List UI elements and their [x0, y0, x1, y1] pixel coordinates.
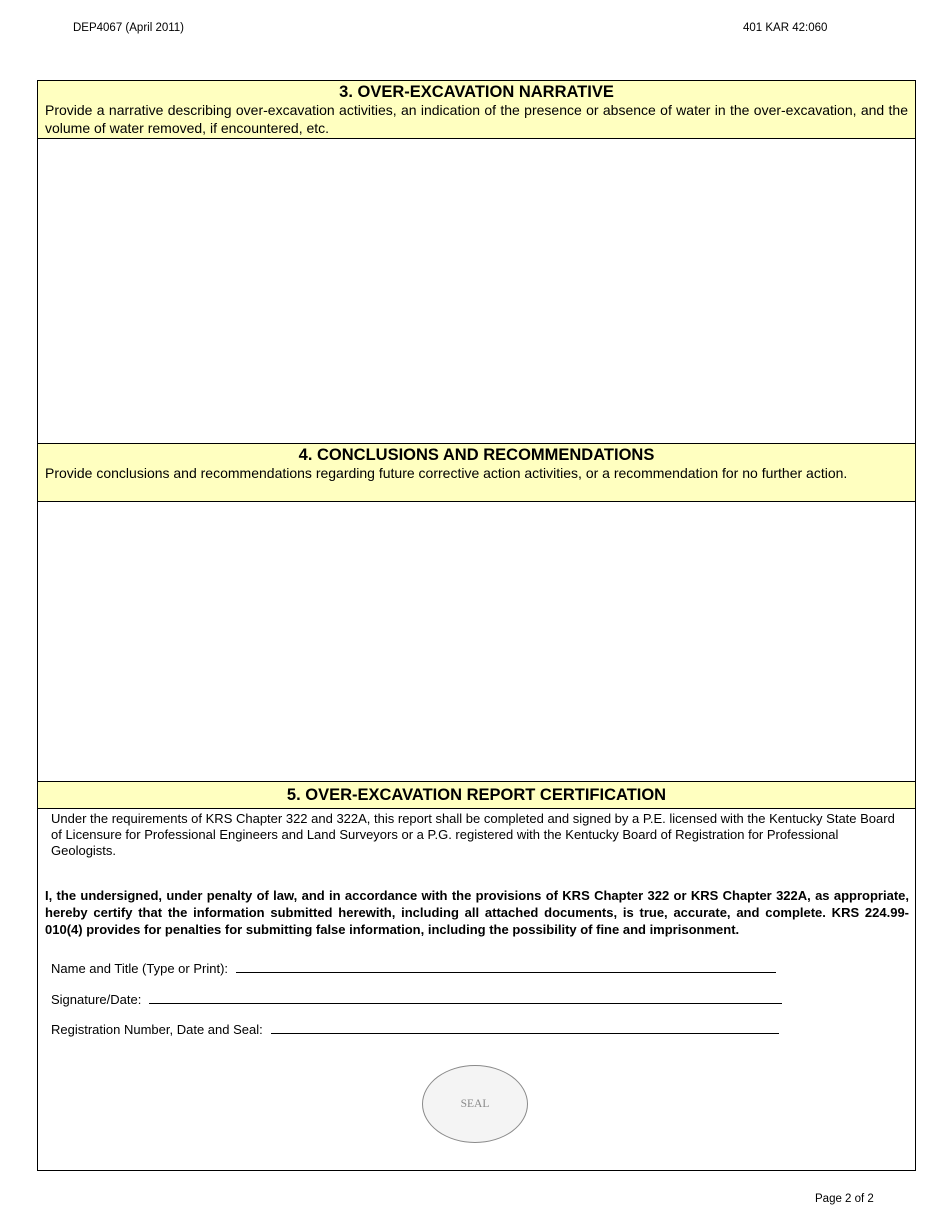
name-title-field [51, 961, 776, 977]
regulation-reference: 401 KAR 42:060 [743, 22, 828, 34]
section-3-description: Provide a narrative describing over-excavation activities, an indication of the presence or absence of water in the over-excavation, and the volume of water removed, if encountered, etc. [45, 102, 908, 136]
section-5-header [38, 781, 915, 809]
signature-date-field [51, 992, 782, 1008]
name-title-label: Name and Title (Type or Print): [51, 961, 229, 976]
section-4-description: Provide conclusions and recommendations regarding future corrective action activities, or a recommendation for no further action. [45, 465, 848, 481]
certification-area [38, 809, 915, 1172]
certification-statement: I, the undersigned, under penalty of law, and in accordance with the provisions of KRS Chapter 322 or KRS Chapter 322A, as appropriate, hereby certify that the information submitted herewith, including all attached documents, is true, accurate, and complete. KRS 224.99-010(4) provides for penalties for submitting false information, including the possibility of fine and imprisonment. [45, 888, 909, 937]
seal-label: SEAL [460, 1098, 490, 1110]
seal-placeholder [422, 1065, 528, 1143]
certification-intro: Under the requirements of KRS Chapter 322 and 322A, this report shall be completed and signed by a P.E. licensed with the Kentucky State Board of Licensure for Professional Engineers and Land Surveyors or a P.G. registered with the Kentucky Board of Registration for Professional Geologists. [51, 811, 895, 858]
registration-label: Registration Number, Date and Seal: [51, 1022, 263, 1037]
section-4-conclusions-area[interactable] [38, 502, 915, 781]
registration-input-line[interactable] [271, 1022, 779, 1034]
registration-field [51, 1022, 779, 1038]
page-number: Page 2 of 2 [815, 1193, 874, 1205]
form-id: DEP4067 (April 2011) [73, 22, 185, 34]
signature-date-label: Signature/Date: [51, 992, 142, 1007]
section-4-title: 4. CONCLUSIONS AND RECOMMENDATIONS [298, 446, 655, 464]
name-title-input-line[interactable] [236, 961, 776, 973]
section-4-header [38, 443, 915, 502]
section-3-header [38, 81, 915, 139]
signature-date-input-line[interactable] [149, 992, 782, 1004]
section-3-narrative-area[interactable] [38, 139, 915, 443]
section-5-title: 5. OVER-EXCAVATION REPORT CERTIFICATION [286, 786, 667, 804]
report-form [37, 80, 916, 1171]
section-3-title: 3. OVER-EXCAVATION NARRATIVE [339, 83, 614, 101]
